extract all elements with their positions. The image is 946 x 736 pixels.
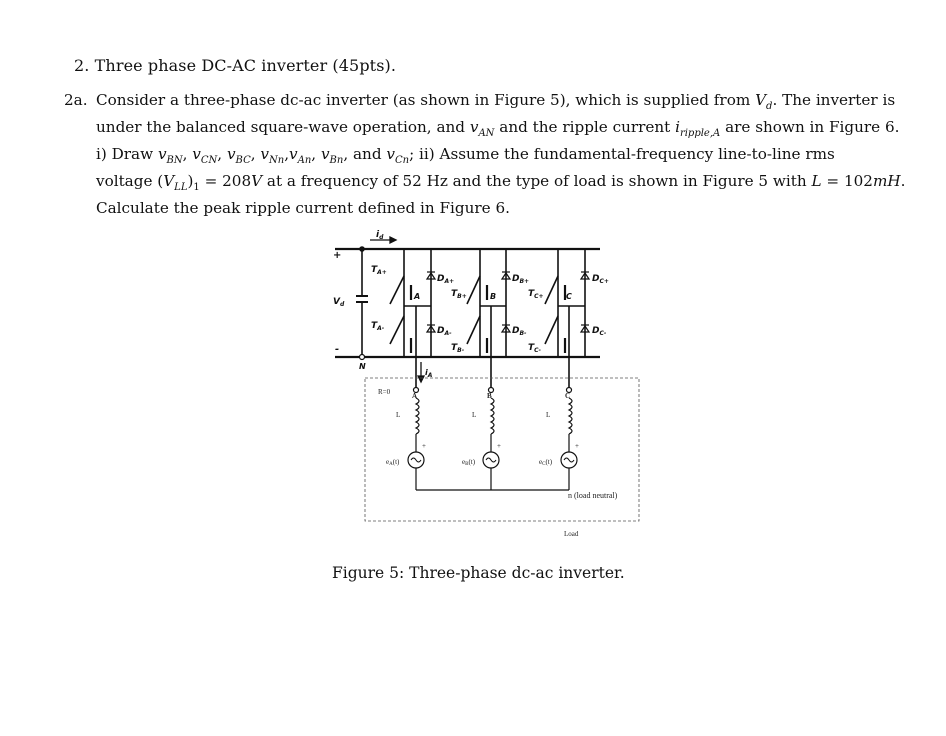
r0-label: R=0 — [378, 388, 391, 396]
figure-caption: Figure 5: Three-phase dc-ac inverter. — [332, 564, 625, 582]
minus-label: - — [335, 344, 340, 355]
load-b-label: B — [487, 392, 492, 400]
node-b-label: B — [490, 292, 497, 301]
ea-label: eA(t) — [386, 458, 400, 467]
eb-label: eB(t) — [462, 458, 476, 467]
problem-line: voltage $(V_{LL})_1 = 208V$ at a frequency of 52 Hz and the type of load is shown in Figure 5 with L = 102mH. — [96, 172, 906, 194]
load-label: Load — [564, 530, 579, 538]
ia-label: $i_A$ — [425, 368, 433, 379]
problem-text — [96, 90, 904, 219]
db-minus-label: $D_{B-}$ — [512, 326, 527, 337]
problem-line: Calculate the peak ripple current defined in Figure 6. — [96, 199, 510, 218]
load-a-label: A — [412, 392, 418, 400]
node-a-label: A — [414, 292, 421, 301]
problem-line: under the balanced square-wave operation, and $v_{AN}$ and the ripple current $i_{ripple,A}$ are shown in Figure 6. — [96, 118, 900, 140]
inductor-b-label: L — [472, 411, 477, 419]
inverter-figure — [330, 222, 642, 540]
dc-plus-label: $D_{C+}$ — [592, 274, 609, 285]
inductor-c-label: L — [546, 411, 551, 419]
plus-c-label: + — [575, 442, 579, 450]
id-label: $i_d$ — [376, 230, 384, 241]
ta-minus-label: $T_{A-}$ — [371, 321, 385, 332]
tb-plus-label: $T_{B+}$ — [451, 289, 467, 300]
load-c-label: C — [565, 392, 571, 400]
problem-line: Consider a three-phase dc-ac inverter (as shown in Figure 5), which is supplied from $V_d$. The inverter is — [96, 91, 896, 113]
tc-minus-label: $T_{C-}$ — [528, 343, 542, 354]
question-heading: 2. Three phase DC-AC inverter (45pts). — [74, 56, 397, 75]
tb-minus-label: $T_{B-}$ — [451, 343, 465, 354]
da-plus-label: $D_{A+}$ — [437, 274, 455, 285]
terminal-nodes — [360, 247, 572, 393]
db-plus-label: $D_{B+}$ — [512, 274, 530, 285]
tc-plus-label: $T_{C+}$ — [528, 289, 544, 300]
vd-label: $V_d$ — [333, 297, 345, 308]
problem-line: i) Draw $v_{BN}$, $v_{CN}$, $v_{BC}$, $v_{Nn},v_{An}$, $v_{Bn}$, and $v_{Cn}$; ii) Assume the fundamental-frequency line-to-line rms — [96, 145, 835, 167]
n-label: N — [359, 362, 366, 371]
node-c-label: C — [566, 292, 572, 301]
da-minus-label: $D_{A-}$ — [437, 326, 452, 337]
inductor-a-label: L — [396, 411, 401, 419]
problem-statement — [64, 90, 904, 219]
problem-number: 2a. — [64, 91, 88, 109]
circuit-wiring — [335, 249, 600, 490]
ec-label: eC(t) — [539, 458, 553, 467]
dc-minus-label: $D_{C-}$ — [592, 326, 607, 337]
ta-plus-label: $T_{A+}$ — [371, 265, 387, 276]
plus-b-label: + — [497, 442, 501, 450]
plus-a-label: + — [422, 442, 426, 450]
plus-label: + — [333, 250, 342, 261]
load-neutral-label: n (load neutral) — [568, 491, 618, 500]
